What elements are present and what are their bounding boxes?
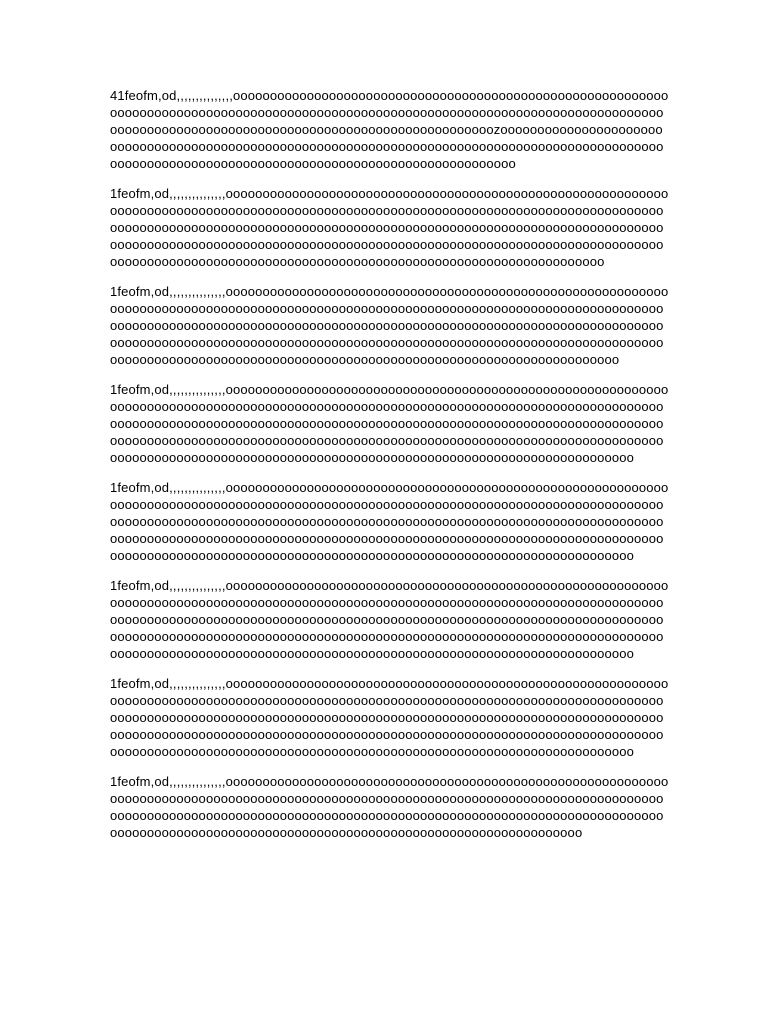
document-body (110, 87, 670, 854)
paragraph-7: 1feofm,od,,,,,,,,,,,,,,,oooooooooooooooooooooooooooooooooooooooooooooooooooooooooooooooooooooooooooooooooooooooooooooooooooooooooooooooooooooooooooooooooooooooooooooooooooooooooooooooooooooooooooooooooooooooooooooooooooooooooooooooooooooooooooooooooooooooooooooooooooooooooooooooooooooooooooooooooooooooooooooooooooooooooooooooooooooooooooooooooooooooooooooooooooooooooooooooooooo (110, 676, 669, 759)
paragraph-2: 1feofm,od,,,,,,,,,,,,,,,oooooooooooooooooooooooooooooooooooooooooooooooooooooooooooooooooooooooooooooooooooooooooooooooooooooooooooooooooooooooooooooooooooooooooooooooooooooooooooooooooooooooooooooooooooooooooooooooooooooooooooooooooooooooooooooooooooooooooooooooooooooooooooooooooooooooooooooooooooooooooooooooooooooooooooooooooooooooooooooooooooooooooooooooooooooooooooooooo (110, 186, 669, 269)
paragraph-6: 1feofm,od,,,,,,,,,,,,,,,oooooooooooooooooooooooooooooooooooooooooooooooooooooooooooooooooooooooooooooooooooooooooooooooooooooooooooooooooooooooooooooooooooooooooooooooooooooooooooooooooooooooooooooooooooooooooooooooooooooooooooooooooooooooooooooooooooooooooooooooooooooooooooooooooooooooooooooooooooooooooooooooooooooooooooooooooooooooooooooooooooooooooooooooooooooooooooooooooooo (110, 578, 669, 661)
paragraph-4: 1feofm,od,,,,,,,,,,,,,,,oooooooooooooooooooooooooooooooooooooooooooooooooooooooooooooooooooooooooooooooooooooooooooooooooooooooooooooooooooooooooooooooooooooooooooooooooooooooooooooooooooooooooooooooooooooooooooooooooooooooooooooooooooooooooooooooooooooooooooooooooooooooooooooooooooooooooooooooooooooooooooooooooooooooooooooooooooooooooooooooooooooooooooooooooooooooooooooooooooo (110, 382, 669, 465)
paragraph-8: 1feofm,od,,,,,,,,,,,,,,,oooooooooooooooooooooooooooooooooooooooooooooooooooooooooooooooooooooooooooooooooooooooooooooooooooooooooooooooooooooooooooooooooooooooooooooooooooooooooooooooooooooooooooooooooooooooooooooooooooooooooooooooooooooooooooooooooooooooooooooooooooooooooooooooooooooooooooooooooo (110, 774, 669, 840)
paragraph-5: 1feofm,od,,,,,,,,,,,,,,,oooooooooooooooooooooooooooooooooooooooooooooooooooooooooooooooooooooooooooooooooooooooooooooooooooooooooooooooooooooooooooooooooooooooooooooooooooooooooooooooooooooooooooooooooooooooooooooooooooooooooooooooooooooooooooooooooooooooooooooooooooooooooooooooooooooooooooooooooooooooooooooooooooooooooooooooooooooooooooooooooooooooooooooooooooooooooooooooooooo (110, 480, 669, 563)
paragraph-3: 1feofm,od,,,,,,,,,,,,,,,oooooooooooooooooooooooooooooooooooooooooooooooooooooooooooooooooooooooooooooooooooooooooooooooooooooooooooooooooooooooooooooooooooooooooooooooooooooooooooooooooooooooooooooooooooooooooooooooooooooooooooooooooooooooooooooooooooooooooooooooooooooooooooooooooooooooooooooooooooooooooooooooooooooooooooooooooooooooooooooooooooooooooooooooooooooooooooooooooo (110, 284, 669, 367)
paragraph-1: 41feofm,od,,,,,,,,,,,,,,,oooooooooooooooooooooooooooooooooooooooooooooooooooooooooooooooooooooooooooooooooooooooooooooooooooooooooooooooooooooooooooooooooooooooooooooooooooooooooooooooooooooooooooooooooooooooooozoooooooooooooooooooooooooooooooooooooooooooooooooooooooooooooooooooooooooooooooooooooooooooooooooooooooooooooooooooooooooooooooooooooooooooooooooooooooo (110, 88, 669, 171)
